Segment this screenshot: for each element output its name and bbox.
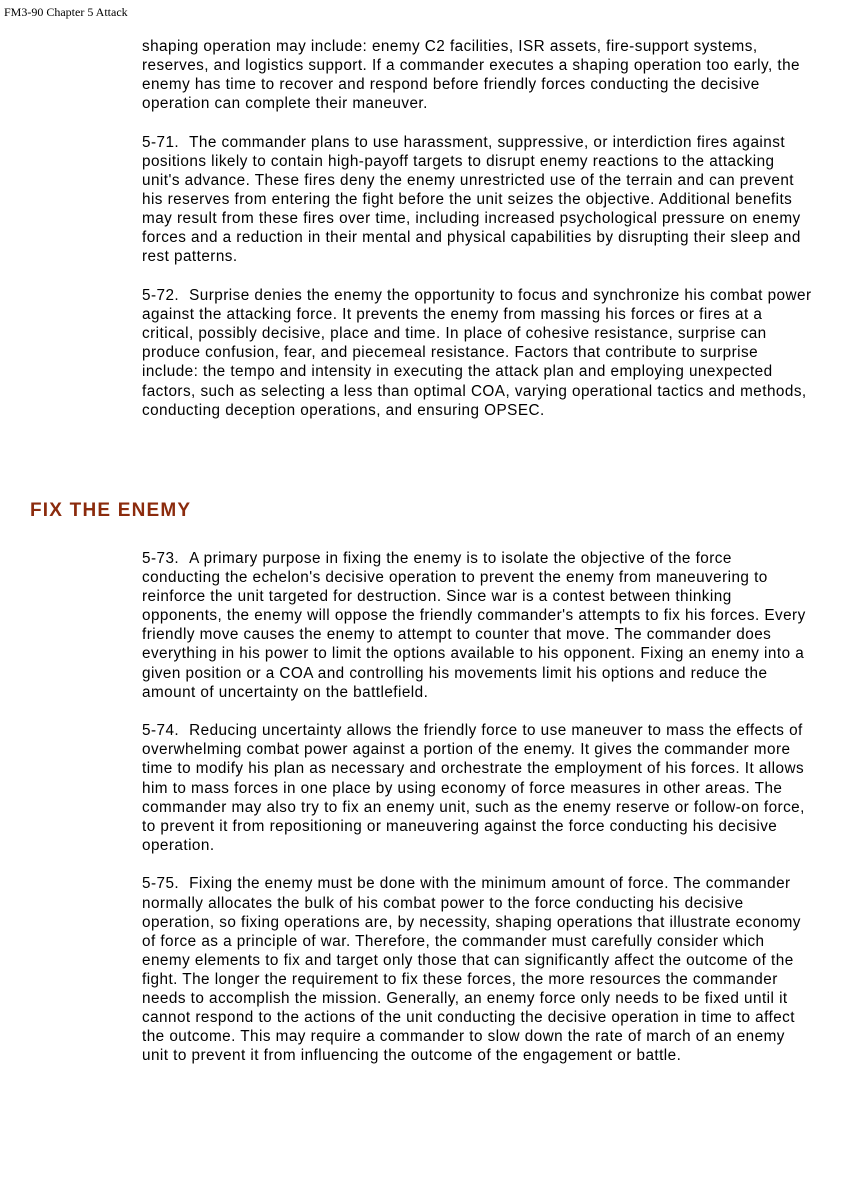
section-heading: FIX THE ENEMY — [30, 500, 192, 521]
paragraph-5-74 — [142, 721, 814, 855]
paragraph-number: 5-71. — [142, 133, 180, 151]
paragraph-number: 5-75. — [142, 875, 180, 893]
paragraph-5-72 — [142, 286, 814, 420]
paragraph-text: Surprise denies the enemy the opportunity to focus and synchronize his combat power against the attacking force. It prevents the enemy from massing his forces or fires at a critical, possibly decisive, place and time. In place of cohesive resistance, surprise can produce confusion, fear, and piecemeal resistance. Factors that contribute to surprise include: the tempo and intensity in executing the attack plan and employing unexpected factors, such as selecting a less than optimal COA, varying operational tactics and methods, conducting deception operations, and ensuring OPSEC. — [142, 287, 812, 419]
paragraph-5-71 — [142, 133, 814, 267]
paragraph-number: 5-74. — [142, 722, 180, 740]
paragraph-text: shaping operation may include: enemy C2 facilities, ISR assets, fire-support systems, reserves, and logistics support. If a commander executes a shaping operation too early, the enemy has time to recover and respond before friendly forces conducting the decisive operation can complete their maneuver. — [142, 38, 800, 113]
running-header: FM3-90 Chapter 5 Attack — [4, 5, 128, 19]
paragraph-number: 5-73. — [142, 550, 180, 567]
paragraph-text: The commander plans to use harassment, suppressive, or interdiction fires against positions likely to contain high-payoff targets to disrupt enemy reactions to the attacking unit's advance. These fires deny the enemy unrestricted use of the terrain and can prevent his reserves from entering the fight before the unit seizes the objective. Additional benefits may result from these fires over time, including increased psychological pressure on enemy forces and a reduction in their mental and physical capabilities by disrupting their sleep and rest patterns. — [142, 133, 801, 266]
continuation-paragraph — [142, 37, 814, 113]
document-body-bottom — [142, 549, 814, 1085]
paragraph-text: A primary purpose in fixing the enemy is to isolate the objective of the force conducting the echelon's decisive operation to prevent the enemy from maneuvering to reinforce the unit targeted for destruction. Since war is a contest between thinking opponents, the enemy will oppose the friendly commander's attempts to fix his forces. Every friendly move causes the enemy to attempt to counter that move. The commander does everything in his power to limit the options available to his opponent. Fixing an enemy into a given position or a COA and controlling his movements limit his options and reduce the amount of uncertainty on the battlefield. — [142, 550, 806, 701]
paragraph-number: 5-72. — [142, 287, 180, 305]
document-body-top — [142, 37, 814, 439]
paragraph-text: Reducing uncertainty allows the friendly force to use maneuver to mass the effects of overwhelming combat power against a portion of the enemy. It gives the commander more time to modify his plan as necessary and orchestrate the employment of his forces. It allows him to mass forces in one place by using economy of force measures in other areas. The commander may also try to fix an enemy unit, such as the enemy reserve or follow-on force, to prevent it from repositioning or maneuvering against the force conducting his decisive operation. — [142, 722, 805, 854]
paragraph-5-75 — [142, 874, 814, 1065]
paragraph-text: Fixing the enemy must be done with the minimum amount of force. The commander normally allocates the bulk of his combat power to the force conducting his decisive operation, so fixing operations are, by necessity, shaping operations that illustrate economy of force as a principle of war. Therefore, the commander must carefully consider which enemy elements to fix and target only those that can significantly affect the outcome of the fight. The longer the requirement to fix these forces, the more resources the commander needs to accomplish the mission. Generally, an enemy force only needs to be fixed until it cannot respond to the actions of the unit conducting the decisive operation in time to affect the outcome. This may require a commander to slow down the rate of march of an enemy unit to prevent it from influencing the outcome of the engagement or battle. — [142, 875, 801, 1065]
paragraph-5-73 — [142, 549, 814, 702]
